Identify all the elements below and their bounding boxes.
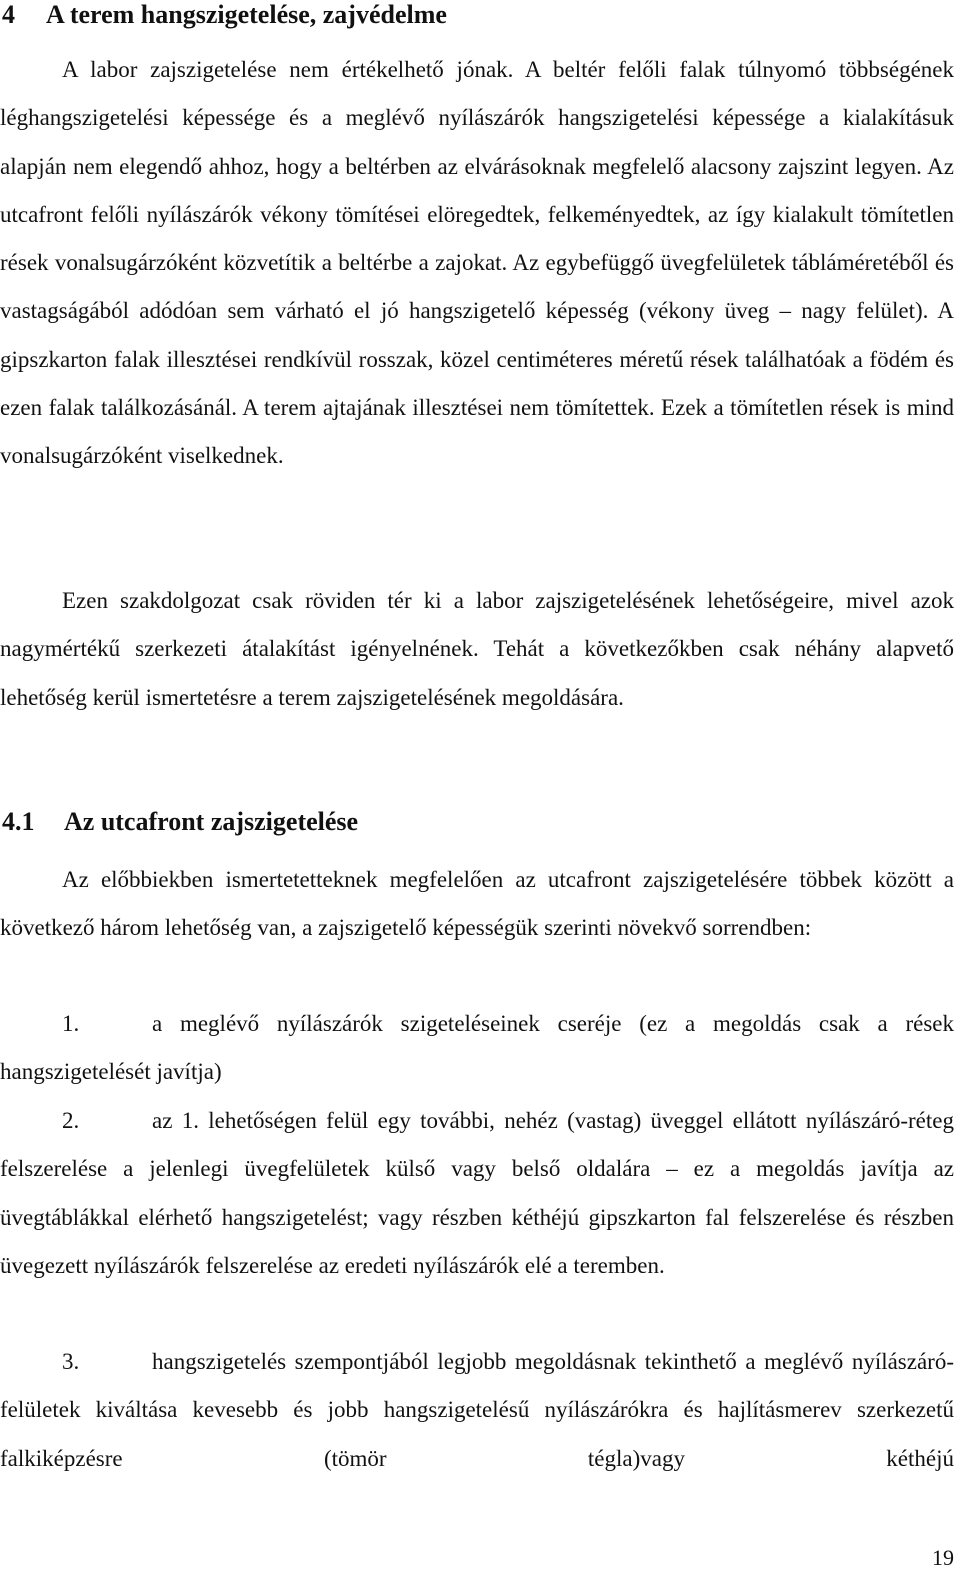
list-item bbox=[0, 1097, 954, 1290]
list-item-text: a meglévő nyílászárók szigeteléseinek cseréje (ez a megoldás csak a rések hangszigetelését javítja) bbox=[0, 1011, 954, 1085]
paragraph-scope: Ezen szakdolgozat csak röviden tér ki a labor zajszigetelésének lehetőségeire, mivel azok nagymértékű szerkezeti átalakítást igényelnének. Tehát a következőkben csak néhány alapvető lehetőség kerül ismertetésre a terem zajszigetelésének megoldására. bbox=[0, 588, 954, 710]
subsection-title: Az utcafront zajszigetelése bbox=[64, 807, 359, 836]
paragraph-intro: Az előbbiekben ismertetetteknek megfelelően az utcafront zajszigetelésére többek között a következő három lehetőség van, a zajszigetelő képességük szerinti növekvő sorrendben: bbox=[0, 867, 954, 941]
list-item-number: 1. bbox=[62, 1011, 80, 1036]
section-number: 4 bbox=[2, 0, 15, 29]
list-item-text: az 1. lehetőségen felül egy további, nehéz (vastag) üveggel ellátott nyílászáró-réteg felszerelése a jelenlegi üvegfelületek külső vagy belső oldalára – ez a megoldás javítja az üvegtáblákkal elérhető hangszigetelést; vagy részben kéthéjú gipszkarton fal felszerelése és részben üvegezett nyílászárók felszerelése az eredeti nyílászárók elé a teremben. bbox=[0, 1108, 954, 1278]
list-item-text: hangszigetelés szempontjából legjobb megoldásnak tekinthető a meglévő nyílászáró-felületek kiváltása kevesebb és jobb hangszigetelésű nyílászárókra és hajlításmerev szerkezetű falkiképzésre (tömör tégla)vagy kéthéjú bbox=[0, 1349, 954, 1471]
list-item-number: 3. bbox=[62, 1349, 80, 1374]
subsection-number: 4.1 bbox=[2, 807, 35, 836]
list-item bbox=[0, 1000, 954, 1097]
subsection-heading bbox=[0, 806, 358, 838]
section-title: A terem hangszigetelése, zajvédelme bbox=[46, 0, 447, 29]
list-item-number: 2. bbox=[62, 1108, 80, 1133]
list-item bbox=[0, 1338, 954, 1483]
paragraph-noise-assessment: A labor zajszigetelése nem értékelhető jónak. A beltér felőli falak túlnyomó többségének léghangszigetelési képessége és a meglévő nyílászárók hangszigetelési képessége a kialakításuk alapján nem elegendő ahhoz, hogy a beltérben az elvárásoknak megfelelő alacsony zajszint legyen. Az utcafront felőli nyílászárók vékony tömítései elöregedtek, felkeményedtek, az így kialakult tömítetlen rések vonalsugárzóként közvetítik a beltérbe a zajokat. Az egybefüggő üvegfelületek tábláméretéből és vastagságából adódóan sem várható el jó hangszigetelő képesség (vékony üveg – nagy felület). A gipszkarton falak illesztései rendkívül rosszak, közel centiméteres méretű rések találhatóak a födém és ezen falak találkozásánál. A terem ajtajának illesztései nem tömítettek. Ezek a tömítetlen rések is mind vonalsugárzóként viselkednek. bbox=[0, 57, 954, 469]
section-heading bbox=[0, 0, 447, 30]
page-number: 19 bbox=[932, 1545, 954, 1570]
